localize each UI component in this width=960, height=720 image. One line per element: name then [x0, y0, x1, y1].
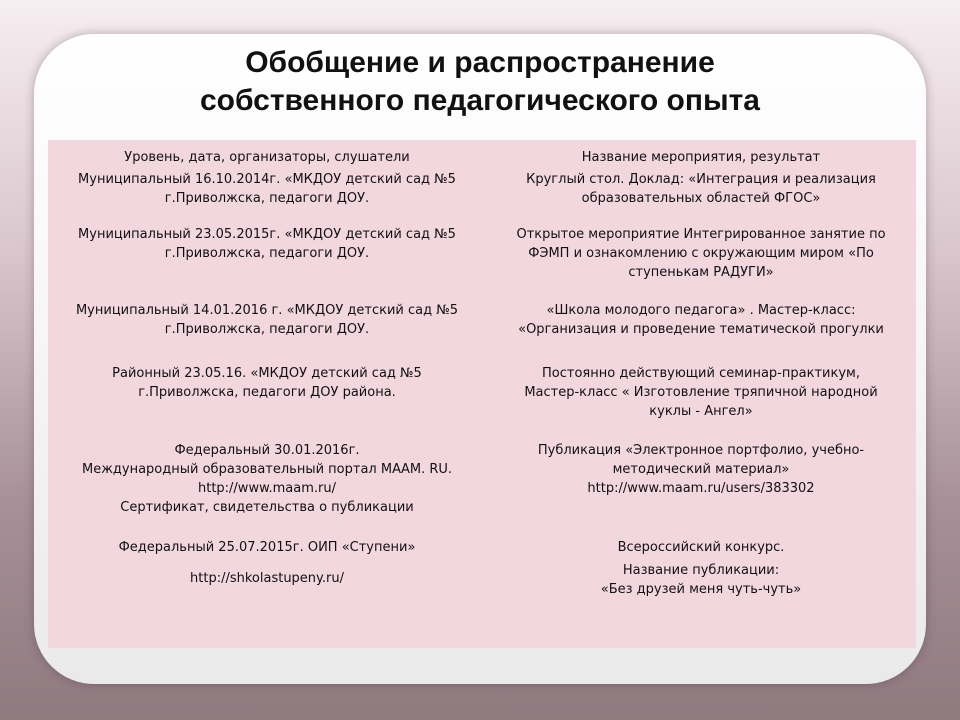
cell-line: куклы - Ангел»	[649, 404, 753, 419]
cell-line: Муниципальный 14.01.2016 г. «МКДОУ детский сад №5	[75, 303, 459, 318]
experience-table	[48, 140, 916, 618]
title-line-1: Обобщение и распространение	[245, 46, 715, 79]
cell-line: Открытое мероприятие Интегрированное занятие по	[516, 227, 886, 242]
cell-line: «Без друзей меня чуть-чуть»	[600, 582, 802, 597]
cell-line: Муниципальный 23.05.2015г. «МКДОУ детский сад №5	[78, 227, 456, 242]
title-line-2: собственного педагогического опыта	[199, 84, 760, 117]
table-row	[48, 364, 916, 441]
cell-link: http://shkolastupeny.ru/	[190, 571, 344, 586]
table-row	[48, 301, 916, 364]
table-row	[48, 225, 916, 301]
cell-line: Сертификат, свидетельства о публикации	[120, 500, 414, 515]
experience-table-panel	[48, 140, 916, 648]
row-level-cell	[48, 441, 486, 538]
cell-line: ступенькам РАДУГИ»	[628, 265, 774, 280]
row-event-cell	[486, 364, 916, 441]
table-row	[48, 441, 916, 538]
row-level-cell	[48, 170, 486, 225]
cell-line: Название публикации:	[622, 563, 780, 578]
cell-line: ФЭМП и ознакомлению с окружающим миром «По	[528, 246, 874, 261]
table-row	[48, 538, 916, 618]
cell-line: Публикация «Электронное портфолио, учебно-	[537, 443, 865, 458]
table-header-row	[48, 140, 916, 170]
cell-line: образовательных областей ФГОС»	[581, 191, 821, 206]
cell-line: г.Приволжска, педагоги ДОУ.	[164, 246, 370, 261]
cell-line: Муниципальный 16.10.2014г. «МКДОУ детский сад №5	[78, 172, 456, 187]
slide-title	[50, 44, 910, 120]
row-event-cell	[486, 225, 916, 301]
row-event-cell	[486, 538, 916, 618]
cell-line: методический материал»	[612, 462, 790, 477]
cell-line: Международный образовательный портал МААМ. RU.	[81, 462, 453, 477]
cell-line: г.Приволжска, педагоги ДОУ.	[164, 322, 370, 337]
cell-line: Мастер-класс « Изготовление тряпичной народной	[524, 385, 878, 400]
table-row	[48, 170, 916, 225]
cell-line: Федеральный 25.07.2015г. ОИП «Ступени»	[118, 540, 416, 555]
row-level-cell	[48, 538, 486, 618]
cell-line: «Организация и проведение тематической прогулки	[518, 322, 884, 337]
row-level-cell	[48, 301, 486, 364]
cell-link: http://www.maam.ru/users/383302	[587, 481, 815, 496]
header-level: Уровень, дата, организаторы, слушатели	[124, 150, 410, 165]
row-event-cell	[486, 301, 916, 364]
cell-link: http://www.maam.ru/	[197, 481, 337, 496]
row-event-cell	[486, 170, 916, 225]
cell-line: г.Приволжска, педагоги ДОУ района.	[138, 385, 396, 400]
header-event: Название мероприятия, результат	[581, 150, 821, 165]
cell-line: Федеральный 30.01.2016г.	[174, 443, 360, 458]
cell-line: Районный 23.05.16. «МКДОУ детский сад №5	[112, 366, 422, 381]
cell-spacer	[52, 557, 482, 569]
row-event-cell	[486, 441, 916, 538]
cell-line: Всероссийский конкурс.	[617, 540, 785, 555]
cell-line: г.Приволжска, педагоги ДОУ.	[164, 191, 370, 206]
cell-line: Круглый стол. Доклад: «Интеграция и реализация	[526, 172, 876, 187]
cell-line: «Школа молодого педагога» . Мастер-класс:	[546, 303, 856, 318]
cell-line: Постоянно действующий семинар-практикум,	[542, 366, 860, 381]
row-level-cell	[48, 364, 486, 441]
row-level-cell	[48, 225, 486, 301]
